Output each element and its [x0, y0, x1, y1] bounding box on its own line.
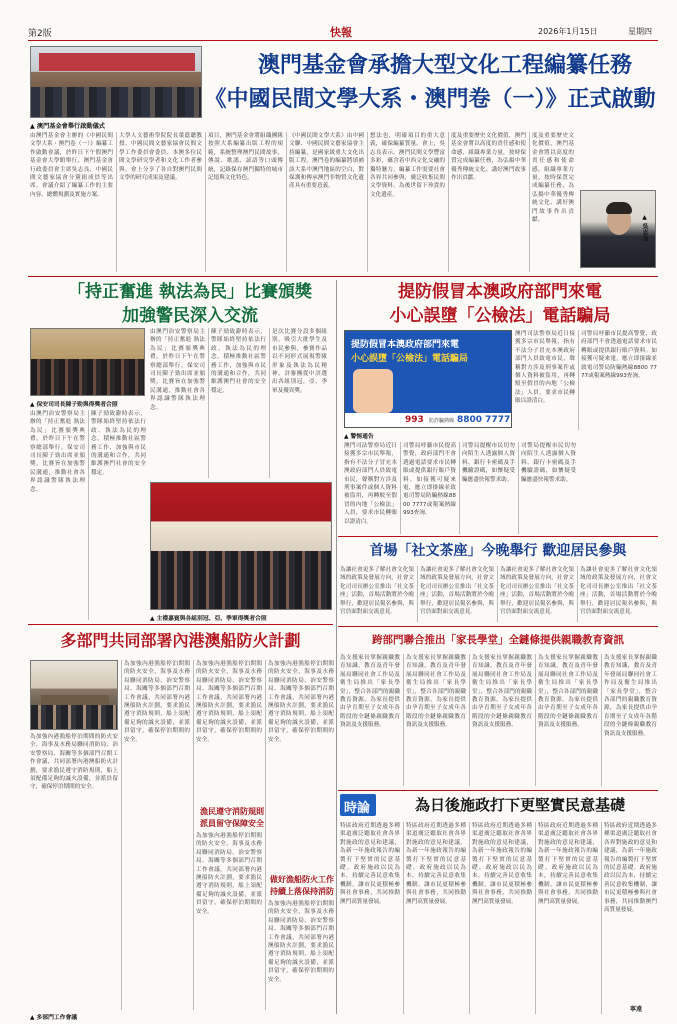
- story1-text-col6: 度及重要歷史文化價值，澳門基金會將以高度的責任感和使命感，組織專業力量，按時保質完成編纂任務，為弘揚中華優秀傳統文化、講好澳門故事作出貢獻。: [451, 133, 526, 182]
- story3-text-col5: 司警局提醒市民切勿向陌生人透露個人資料、銀行卡密碼及手機驗證碼，如懷疑受騙應盡快報警求助。: [462, 443, 515, 483]
- story2-text-col4: 陳子勁致辭時表示，警隊始終堅持依法行政、執法為民的理念，積極推動社區警務工作，加強與市民的溝通和合作，共同維護澳門社會的安全穩定。: [211, 329, 266, 394]
- story4-headline: 首場「社文茶座」今晚舉行 歡迎居民參與: [369, 543, 627, 559]
- editorial-text-col1: 特區政府近期透過多種渠道廣泛聽取社會各界對施政的意見和建議，為新一年施政報告的編製打下堅實的民意基礎。政府施政以民為本，持續完善民意收集機制，讓市民更積極參與社會事務，共同推動澳門高質量發展。: [340, 823, 400, 905]
- story1-text-col7: 度及重要歷史文化價值，澳門基金會將以高度的責任感和使命感，組織專業力量，按時保質完成編纂任務，為弘揚中華優秀傳統文化、講好澳門故事作出貢獻。: [532, 133, 574, 224]
- story6-photo: [30, 660, 118, 730]
- page-header: [28, 24, 658, 40]
- story3-headline-2: 小心誤墮「公檢法」電話騙局: [389, 306, 611, 326]
- story2-photo2-caption: ▲ 主禮嘉賓與各組別冠、亞、季軍得獎者合照: [150, 616, 267, 622]
- poster-hotline-number: 8800 7777: [457, 415, 511, 425]
- section-rule-1: [28, 276, 658, 277]
- story1-photo-caption: ▲ 澳門基金會舉行啟動儀式: [30, 123, 105, 130]
- story5-text-col2: 為支援家長掌握親職教育知識，教育及青年發展局聯同社會工作局及衛生局推出「家長學堂」，整合各部門的親職教育資源，為家長提供由孕育期至子女成年各階段的全鏈條親職教育資訊及支援服務。: [406, 655, 466, 729]
- issue-date: 2026年1月15日: [538, 27, 598, 36]
- story1-headline-2: 《中國民間文學大系・澳門卷（一）》正式啟動: [204, 86, 656, 112]
- story4-text-col3: 為讓社會更多了解社會文化領域的政策及發展方向，社會文化司司長辦公室推出「社文茶座」活動，首場活動將於今晚舉行，歡迎居民報名參與，與官員面對面交流意見。: [500, 567, 574, 616]
- column-divider: [336, 280, 337, 1014]
- story2-text-col5: 是次比賽分設多個組別，吸引大批學生及市民參與，參賽作品以不同形式展現警隊形象及執法為民精神，評審團從中評選出各組別冠、亞、季軍及優異獎。: [272, 329, 327, 394]
- story1-photo: [30, 46, 202, 118]
- column-rule: [459, 442, 460, 534]
- story3-photo-caption: ▲ 警惕通告: [344, 434, 374, 440]
- column-rule: [193, 660, 194, 1010]
- header-rule: [28, 40, 658, 41]
- story1-text-col5: 想法也，明確項目的重大意義，確保編纂質量。會上，吳志良表示，澳門民間文學豐富多彩，蘊含着中西文化交融的獨特魅力，編纂工作需要社會各界共同參與，廣泛收集民間文學資料，為後世留下珍貴的文化遺產。: [370, 133, 445, 198]
- story1-text-col3: 項目，澳門基金會將組織團隊按照大系編纂出版工程的規範，系統整理澳門民間故事、傳說、歌謠、諺語等口頭傳統，記錄保存澳門獨特的城市記憶與文化特色。: [208, 133, 283, 182]
- story5-text-col1: 為支援家長掌握親職教育知識，教育及青年發展局聯同社會工作局及衛生局推出「家長學堂」，整合各部門的親職教育資源，為家長提供由孕育期至子女成年各階段的全鏈條親職教育資訊及支援服務。: [340, 655, 400, 729]
- story1-portrait-caption: ▲ 吳志良: [641, 214, 648, 242]
- story3-headline-1: 提防假冒本澳政府部門來電: [398, 282, 602, 302]
- story1-text-col1: 由澳門基金會主辦的《中國民間文學大系・澳門卷（一）》編纂工作啟動會議，於昨日下午假澳門基金會大學館舉行，澳門基金會行政委員會主席吳志良、中國民間文藝家協會分黨組成員等出席。會議介紹了編纂工作的主要內容、總體規劃及實施方案。: [30, 133, 113, 198]
- story4-text-col4: 為讓社會更多了解社會文化領域的政策及發展方向，社會文化司司長辦公室推出「社文茶座」活動，首場活動將於今晚舉行，歡迎居民報名參與，與官員面對面交流意見。: [580, 567, 657, 616]
- story3-poster: [344, 330, 512, 428]
- editorial-tag-label: 時論: [344, 801, 371, 816]
- poster-hotline-label: 防詐騙熱線: [429, 418, 455, 424]
- section-rule-4: [28, 624, 333, 625]
- editorial-text-col5: 特區政府近期透過多種渠道廣泛聽取社會各界對施政的意見和建議，為新一年施政報告的編製打下堅實的民意基礎。政府施政以民為本，持續完善民意收集機制，讓市民更積極參與社會事務，共同推動澳門高質量發展。: [604, 823, 657, 914]
- story2-headline-1: 「持正奮進 執法為民」比賽頒獎: [68, 282, 312, 302]
- column-rule: [116, 132, 117, 272]
- column-rule: [601, 822, 602, 1014]
- stage-people: [31, 87, 202, 118]
- editorial-headline: 為日後施政打下更堅實民意基礎: [414, 796, 625, 814]
- story6-text-col3: 為加強內港漁船停泊期間的防火安全，海事及水務局聯同消防局、治安警察局、海關等多個部門召開工作會議，共同部署內港澳船防火計劃，要求漁民遵守消防規則，船上須配備足夠的滅火設備，並派員留守，確保停泊期間的安全。: [196, 661, 262, 743]
- column-rule: [469, 822, 470, 1014]
- story5-headline: 跨部門聯合推出「家長學堂」全鏈條提供親職教育資訊: [372, 634, 624, 646]
- story3-text-col4: 司警局呼籲市民提高警覺，政府部門不會透過電話要求市民轉賬或提供銀行賬戶資料。如接獲可疑來電，應立即掛線並致電司警局防騙熱線8800 7777或報案熱線993查詢。: [403, 443, 456, 517]
- column-rule: [400, 442, 401, 534]
- story2-text-col2: 陳子勁致辭時表示，警隊始終堅持依法行政、執法為民的理念，積極推動社區警務工作，加強與市民的溝通和合作，共同維護澳門社會的安全穩定。: [91, 411, 146, 476]
- story6-text-col3b: 為加強內港漁船停泊期間的防火安全，海事及水務局聯同消防局、治安警察局、海關等多個部門召開工作會議，共同部署內港澳船防火計劃，要求漁民遵守消防規則，船上須配備足夠的滅火設備，並派員留守，確保停泊期間的安全。: [196, 833, 262, 915]
- column-rule: [535, 822, 536, 1014]
- column-rule: [269, 328, 270, 478]
- meeting-table: [41, 695, 109, 705]
- column-rule: [265, 660, 266, 1010]
- column-rule: [601, 654, 602, 786]
- column-rule: [535, 654, 536, 786]
- story1-headline-1: 澳門基金會承擔大型文化工程編纂任務: [257, 52, 632, 78]
- column-rule: [518, 442, 519, 534]
- story2-text-col1: 由澳門治安警察局主辦的「持正奮進 執法為民」比賽頒獎典禮，於昨日下午在警察總部舉行。保安司司長陳子勁出席並頒獎，比賽旨在加強警民溝通，推動社會各界認識警隊執法理念。: [30, 411, 85, 493]
- story5-text-col3: 為支援家長掌握親職教育知識，教育及青年發展局聯同社會工作局及衛生局推出「家長學堂」，整合各部門的親職教育資源，為家長提供由孕育期至子女成年各階段的全鏈條親職教育資訊及支援服務。: [472, 655, 532, 729]
- poster-police-number: 993: [405, 415, 424, 425]
- story6-photo-caption: ▲ 多部門工作會議: [30, 1015, 78, 1021]
- column-rule: [205, 132, 206, 272]
- story3-text-col6: 司警局提醒市民切勿向陌生人透露個人資料、銀行卡密碼及手機驗證碼，如懷疑受騙應盡快報警求助。: [521, 443, 576, 483]
- column-rule: [403, 822, 404, 1014]
- story4-text-col2: 為讓社會更多了解社會文化領域的政策及發展方向，社會文化司司長辦公室推出「社文茶座」活動，首場活動將於今晚舉行，歡迎居民報名參與，與官員面對面交流意見。: [420, 567, 494, 616]
- story5-text-col4: 為支援家長掌握親職教育知識，教育及青年發展局聯同社會工作局及衛生局推出「家長學堂」，整合各部門的親職教育資源，為家長提供由孕育期至子女成年各階段的全鏈條親職教育資訊及支援服務。: [538, 655, 598, 729]
- story2-photo-1: [30, 328, 145, 396]
- story1-text-col2: 大學人文藝術學院院長葉蔭聰教授、中國民間文藝家協會民間文學工作委員會委員、本澳多位民間文學研究學者和文化工作者參與。會上分享了各自對澳門民間文學的研究成果及建議。: [119, 133, 202, 182]
- story3-text-col2: 司警局呼籲市民提高警覺，政府部門不會透過電話要求市民轉賬或提供銀行賬戶資料。如接獲可疑來電，應立即掛線並致電司警局防騙熱線8800 7777或報案熱線993查詢。: [581, 331, 657, 380]
- story1-text-col4: 《中國民間文學大系》由中國文聯、中國民間文藝家協會主持編纂，是國家級重大文化出版工程。澳門卷的編纂將填補該大系中澳門地區的空白，對保護和傳承澳門非物質文化遺產具有重要意義。: [289, 133, 364, 190]
- column-rule: [286, 132, 287, 272]
- column-rule: [403, 654, 404, 786]
- portrait-hair: [606, 202, 632, 214]
- section-rule-2: [338, 536, 658, 537]
- story6-subhead-1: 漁民遵守消防規則: [200, 806, 264, 816]
- editorial-text-col3: 特區政府近期透過多種渠道廣泛聽取社會各界對施政的意見和建議，為新一年施政報告的編製打下堅實的民意基礎。政府施政以民為本，持續完善民意收集機制，讓市民更積極參與社會事務，共同推動澳門高質量發展。: [472, 823, 532, 905]
- editorial-text-col2: 特區政府近期透過多種渠道廣泛聽取社會各界對施政的意見和建議，為新一年施政報告的編製打下堅實的民意基礎。政府施政以民為本，持續完善民意收集機制，讓市民更積極參與社會事務，共同推動澳門高質量發展。: [406, 823, 466, 905]
- poster-title-2: 小心誤墮「公檢法」電話騙局: [351, 354, 469, 364]
- story6-headline: 多部門共同部署內港澳船防火計劃: [60, 631, 301, 650]
- column-rule: [448, 132, 449, 272]
- story2-text-col3: 由澳門治安警察局主辦的「持正奮進 執法為民」比賽頒獎典禮，於昨日下午在警察總部舉行。保安司司長陳子勁出席並頒獎，比賽旨在加強警民溝通，推動社會各界認識警隊執法理念。: [150, 329, 205, 411]
- story6-subhead-2: 做好漁船防火工作: [270, 874, 334, 884]
- page-number: 第2版: [28, 29, 52, 39]
- meeting-people: [31, 705, 118, 730]
- column-rule: [497, 566, 498, 622]
- editorial-byline: 寧遠: [630, 1006, 643, 1013]
- issue-weekday: 星期四: [628, 27, 652, 36]
- stage-backdrop: [39, 53, 195, 71]
- story6-subhead-2b: 持續上落保持消防: [270, 886, 334, 896]
- story3-text-col3: 澳門司法警察局近日接獲多宗市民舉報，指有不法分子冒充本澳政府部門人員致電市民，聲稱對方涉及刑事案件或個人資料被盜用，再轉駁至假冒的內地「公檢法」人員，要求市民轉賬以證清白。: [344, 443, 397, 525]
- section-rule-3: [338, 626, 658, 627]
- column-rule: [88, 410, 89, 620]
- story2-photo-2: [150, 482, 332, 610]
- masthead-logo: 快報: [330, 26, 352, 39]
- story6-subhead-1b: 派員留守保障安全: [200, 818, 264, 828]
- section-rule-5: [338, 790, 658, 791]
- column-rule: [529, 132, 530, 272]
- story4-text-col1: 為讓社會更多了解社會文化領域的政策及發展方向，社會文化司司長辦公室推出「社文茶座」活動，首場活動將於今晚舉行，歡迎居民報名參與，與官員面對面交流意見。: [340, 567, 414, 616]
- editorial-tag: [340, 794, 376, 816]
- poster-phone-illustration: [353, 369, 393, 413]
- poster-hotline-band: [345, 413, 512, 428]
- column-rule: [367, 132, 368, 272]
- group-people: [31, 359, 145, 396]
- column-rule: [121, 660, 122, 1010]
- editorial-text-col4: 特區政府近期透過多種渠道廣泛聽取社會各界對施政的意見和建議，為新一年施政報告的編製打下堅實的民意基礎。政府施政以民為本，持續完善民意收集機制，讓市民更積極參與社會事務，共同推動澳門高質量發展。: [538, 823, 598, 905]
- story6-text-col1: 為加強內港漁船停泊期間的防火安全，海事及水務局聯同消防局、治安警察局、海關等多個部門召開工作會議，共同部署內港澳船防火計劃，要求漁民遵守消防規則，船上須配備足夠的滅火設備，並派員留守，確保停泊期間的安全。: [30, 734, 118, 791]
- column-rule: [469, 654, 470, 786]
- story2-photo1-caption: ▲ 保安司司長陳子勁與得獎者合照: [30, 402, 118, 408]
- story6-text-col2: 為加強內港漁船停泊期間的防火安全，海事及水務局聯同消防局、治安警察局、海關等多個部門召開工作會議，共同部署內港澳船防火計劃，要求漁民遵守消防規則，船上須配備足夠的滅火設備，並派員留守，確保停泊期間的安全。: [124, 661, 190, 743]
- story6-text-col4: 為加強內港漁船停泊期間的防火安全，海事及水務局聯同消防局、治安警察局、海關等多個部門召開工作會議，共同部署內港澳船防火計劃，要求漁民遵守消防規則，船上須配備足夠的滅火設備，並派員留守，確保停泊期間的安全。: [268, 661, 334, 743]
- column-rule: [417, 566, 418, 622]
- column-rule: [578, 330, 579, 430]
- story2-headline-2: 加強警民深入交流: [122, 306, 258, 326]
- poster-title-1: 提防假冒本澳政府部門來電: [351, 340, 460, 350]
- stage-crowd: [151, 551, 332, 610]
- story5-text-col5: 為支援家長掌握親職教育知識，教育及青年發展局聯同社會工作局及衛生局推出「家長學堂」，整合各部門的親職教育資源，為家長提供由孕育期至子女成年各階段的全鏈條親職教育資訊及支援服務。: [604, 655, 657, 737]
- column-rule: [577, 566, 578, 622]
- column-rule: [208, 328, 209, 478]
- story6-text-col4b: 為加強內港漁船停泊期間的防火安全，海事及水務局聯同消防局、治安警察局、海關等多個部門召開工作會議，共同部署內港澳船防火計劃，要求漁民遵守消防規則，船上須配備足夠的滅火設備，並派員留守，確保停泊期間的安全。: [268, 901, 334, 983]
- story3-text-col1: 澳門司法警察局近日接獲多宗市民舉報，指有不法分子冒充本澳政府部門人員致電市民，聲稱對方涉及刑事案件或個人資料被盜用，再轉駁至假冒的內地「公檢法」人員，要求市民轉賬以證清白。: [515, 331, 575, 405]
